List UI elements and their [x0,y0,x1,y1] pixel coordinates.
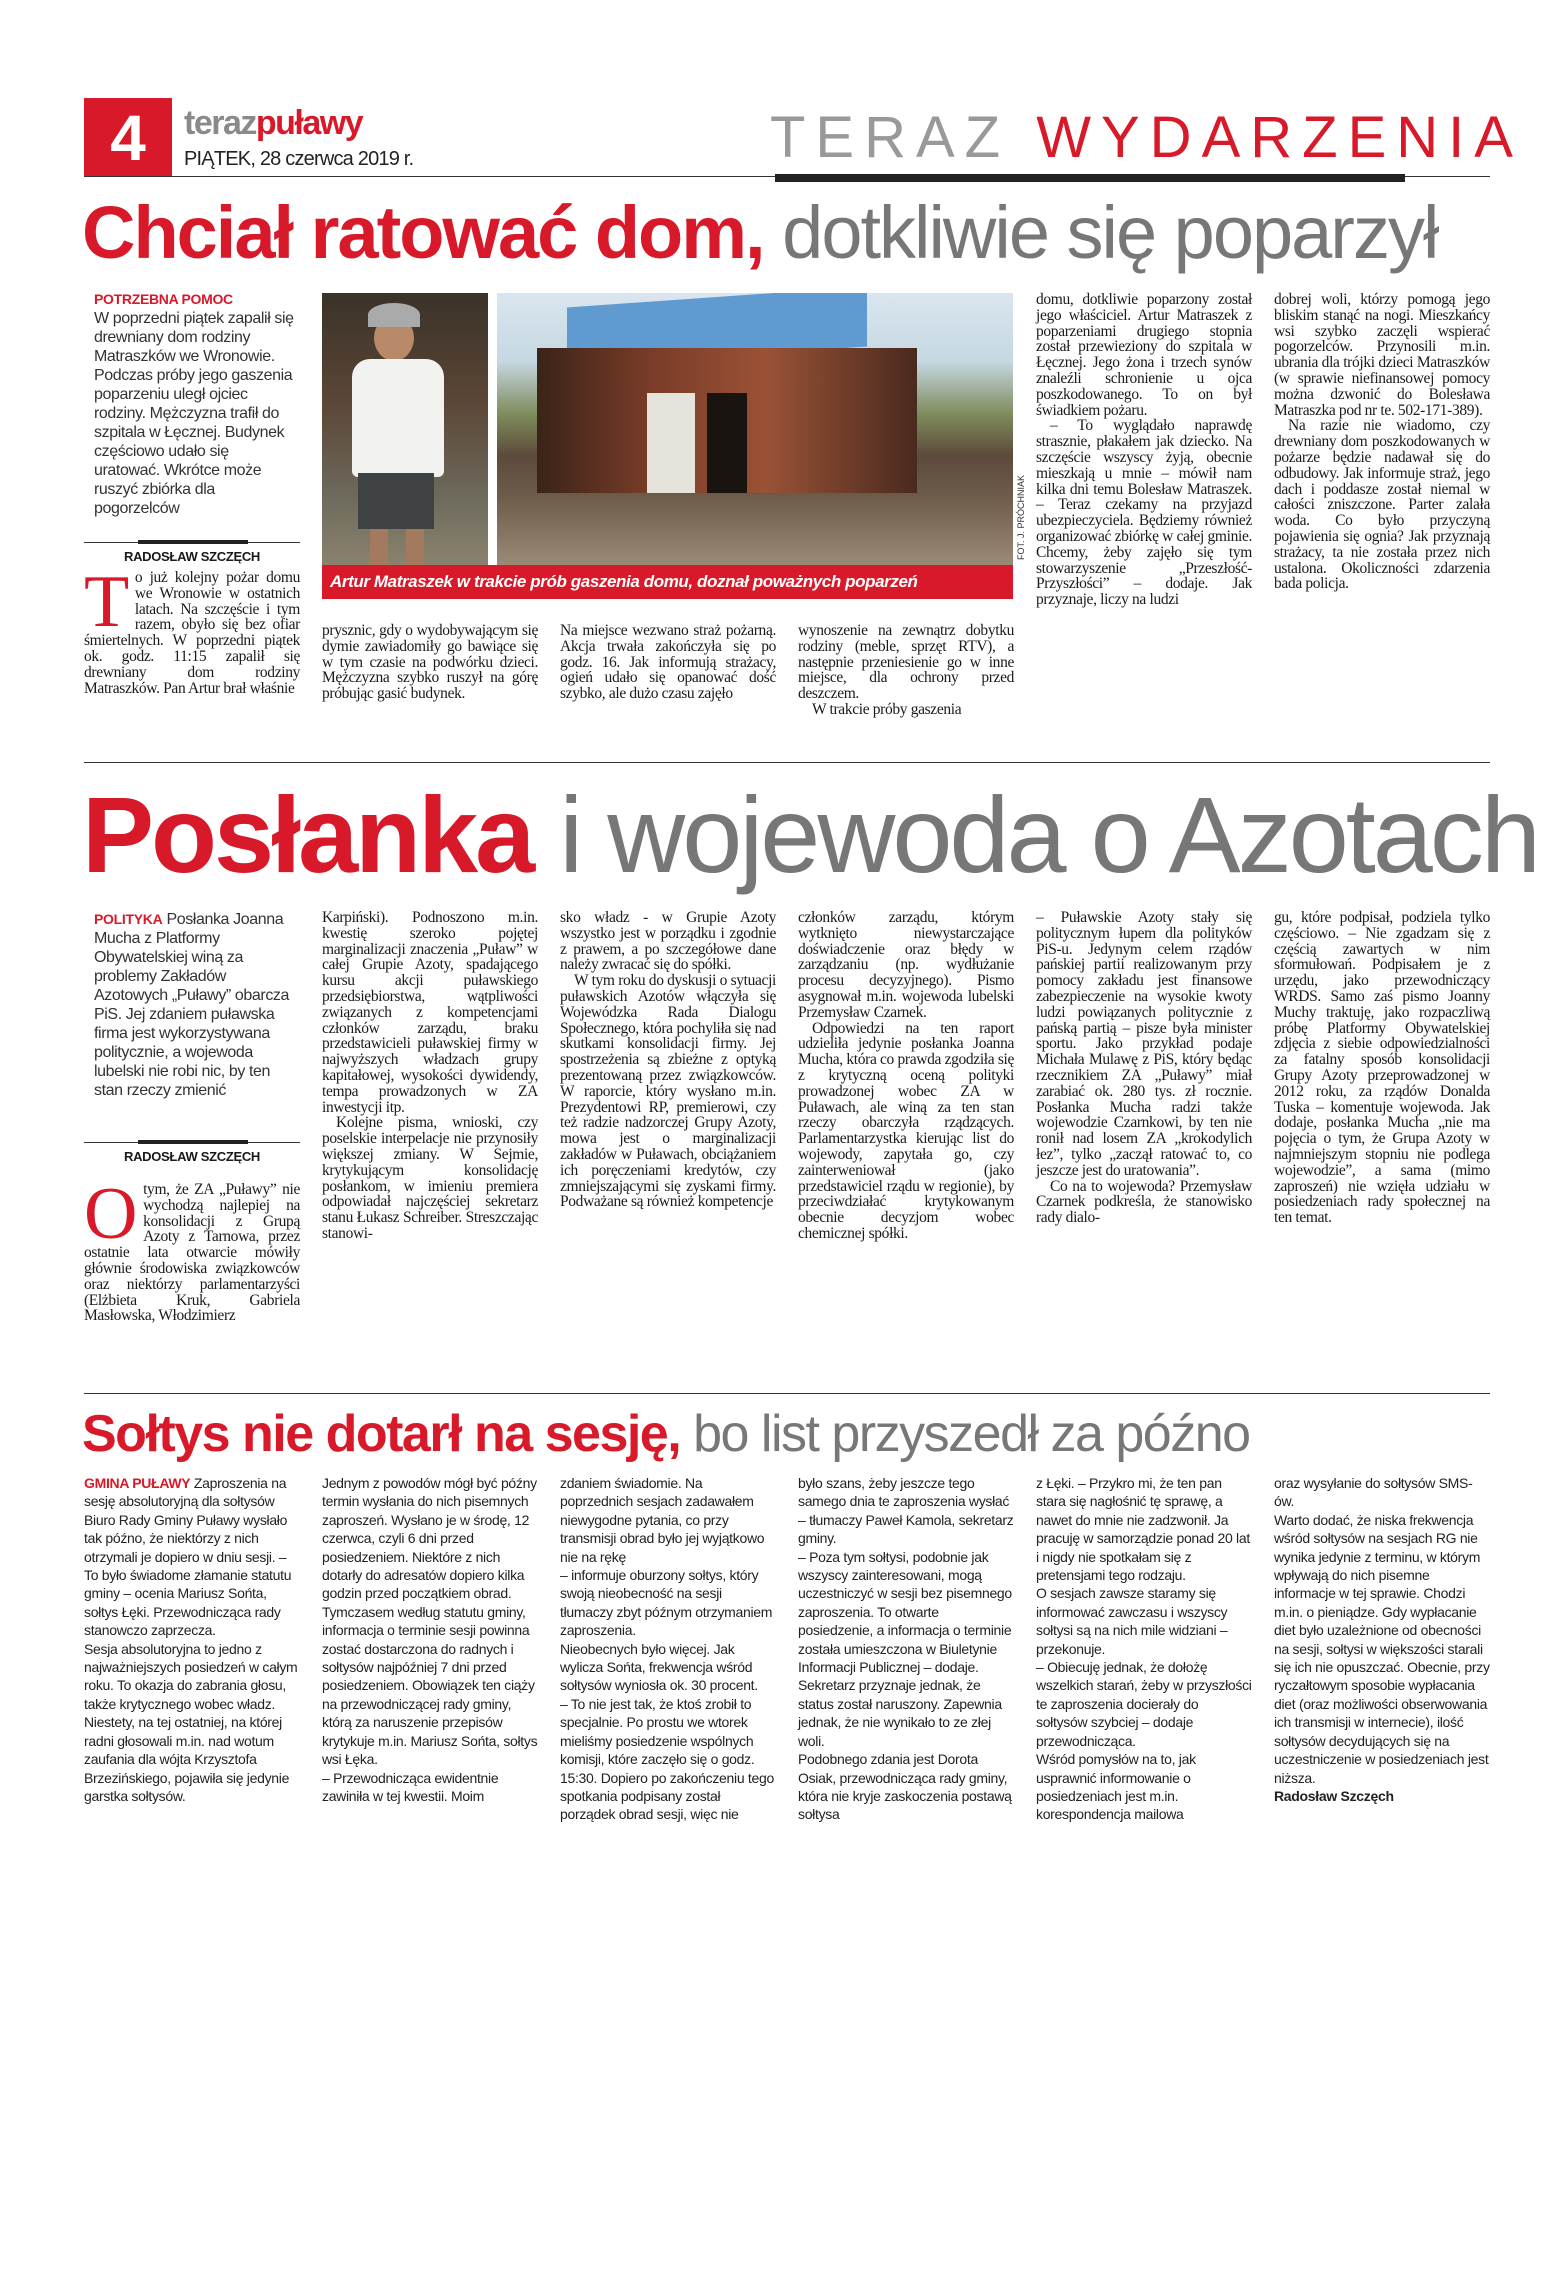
article2-col-6 [1274,910,1490,1226]
paragraph: Jednym z powodów mógł być późny termin wysłania do nich pisemnych zaproszeń. Wysłano je w środę, 12 czerwca, czyli 6 dni przed posiedzeniem. Niektóre z nich dotarły do adresatów dopiero kilka godzin przed początkiem obrad. [322,1475,537,1602]
article1-col-3 [560,623,776,702]
photo-credit: FOT. J. PRÓCHNIAK [1016,474,1026,560]
kicker: GMINA PUŁAWY [84,1475,191,1491]
article2-lead [94,910,298,1100]
article1-col-2 [322,623,538,702]
paragraph: – To wyglądało naprawdę strasznie, płakałem jak dziecko. Na szczęście wszyscy żyją, obecnie mieszkają u mnie – mówił nam kilka dni temu Bolesław Matraszek. – Teraz czekamy na przyjazd ubezpieczyciela. Będziemy również organizować zbiórkę w całej gminie. Chcemy, żeby zajęło się tym stowarzyszenie „Przeszłość-Przyszłości” – dodaje. Jak przyznaje, liczy na ludzi [1036,417,1252,609]
section-title-a: TERAZ [770,105,1011,170]
article1-lead [94,290,298,518]
drop-cap: T [84,561,129,643]
paragraph: – Poza tym sołtysi, podobnie jak wszyscy zainteresowani, mogą uczestniczyć w sesji bez pisemnego zaproszenia. To otwarte posiedzenie, a informacja o terminie została umieszczona w Biuletynie Informacji Publicznej – dodaje. [798,1548,1012,1676]
paragraph: tym, że ZA „Puławy” nie wychodzą najlepiej na konsolidacji z Grupą Azoty z Tarnowa, przez ostatnie lata otwarcie mówiły głównie środowiska związkowców oraz niektórzy parlamentarzyści (Elżbieta Kruk, Gabriela Masłowska, Włodzimierz [84,1181,300,1325]
headline-red: Posłanka [82,774,533,895]
page-number: 4 [84,98,172,176]
article2-col-2 [322,910,538,1242]
logo-part-a: teraz [184,104,256,142]
article3-headline [82,1404,1250,1464]
paragraph: członków zarządu, którym wytknięto niewystarczające doświadczenie oraz błędy w zarządzaniu (np. wydłużanie procesu decyzyjnego). Pismo asygnował m.in. wojewoda lubelski Przemysław Czarnek. [798,909,1014,1021]
signature: Radosław Szczęch [1274,1787,1394,1804]
paragraph: Nieobecnych było więcej. Jak wylicza Sońta, frekwencja wśród sołtysów wyniosła ok. 30 procent. [560,1640,758,1694]
article3-col-5 [1036,1474,1252,1824]
paragraph: sko władz - w Grupie Azoty wszystko jest w porządku i zgodnie z prawem, a po szczegółowe dane należy zwracać się do spółki. [560,909,776,974]
photo-man [322,293,488,565]
drop-cap: O [84,1173,138,1255]
paragraph: Wśród pomysłów na to, jak usprawnić informowanie o posiedzeniach jest m.in. korespondencja mailowa [1036,1751,1196,1823]
paragraph: W trakcie próby gaszenia [812,700,962,718]
kicker: POLITYKA [94,911,163,927]
kicker: POTRZEBNA POMOC [94,291,233,307]
paragraph: prysznic, gdy o wydobywającym się dymie zawiadomiły go bawiące się w tym czasie na podwórku dzieci. Mężczyzna szybko ruszył na górę próbując gasić budynek. [322,622,538,703]
article2-col-4 [798,910,1014,1242]
paragraph: dobrej woli, którzy pomogą jego bliskim stanąć na nogi. Mieszkańcy wsi szybko zaczęli wspierać pogorzelców. Przynosili m.in. ubrania dla trójki dzieci Matraszków (w sprawie niefinansowej pomocy można dzwonić do Bolesława Matraszka pod nr te. 502-171-389). [1274,291,1490,419]
article1-col-6 [1274,292,1490,592]
article1-col-5 [1036,292,1252,608]
section-title [770,104,1523,171]
divider [84,1393,1490,1394]
headline-red: Chciał ratować dom, [82,191,764,274]
issue-date: PIĄTEK, 28 czerwca 2019 r. [184,148,414,170]
lead-text: Posłanka Joanna Mucha z Platformy Obywatelskiej winą za problemy Zakładów Azotowych „Puławy” obarcza PiS. Jej zdaniem puławska firma jest wykorzystywana politycznie, a wojewoda lubelski nie robi nic, by ten stan rzeczy zmienić [94,911,290,1099]
paragraph: Kolejne pisma, wnioski, czy poselskie interpelacje nie przynosiły większej zmiany. W Sejmie, krytykującym konsolidację posłankom, w imieniu premiera odpowiadał najczęściej sekretarz stanu Łukasz Schreiber. Streszczając stanowi- [322,1114,538,1242]
headline-gray: dotkliwie się poparzył [763,191,1438,274]
paragraph: – Przewodnicząca ewidentnie zawiniła w tej kwestii. Moim [322,1769,499,1804]
paragraph: Podobnego zdania jest Dorota Osiak, przewodnicząca rady gminy, która nie kryje zaskoczenia postawą sołtysa [798,1751,1012,1823]
paragraph: Zaproszenia na sesję absolutoryjną dla sołtysów Biuro Rady Gminy Puławy wysłało tak późno, że niektórzy z nich otrzymali je dopiero w dniu sesji. – To było świadome złamanie statutu gminy – ocenia Mariusz Sońta, sołtys Łęki. Przewodnicząca rady stanowczo zaprzecza. [84,1475,292,1639]
paragraph: było szans, żeby jeszcze tego samego dnia te zaproszenia wysłać – tłumaczy Paweł Kamola, sekretarz gminy. [798,1475,1014,1547]
section-bar [775,174,1405,182]
headline-gray: i wojewoda o Azotach [532,774,1538,895]
article3-col-6 [1274,1474,1490,1805]
article2-col-5 [1036,910,1252,1226]
byline: RADOSŁAW SZCZĘCH [84,1142,300,1164]
paragraph: wynoszenie na zewnątrz dobytku rodziny (meble, sprzęt RTV), a następnie przeniesienie go w inne miejsce, dla ochrony przed deszczem. [798,622,1014,703]
photo-caption: Artur Matraszek w trakcie prób gaszenia domu, doznał poważnych poparzeń [322,565,1013,599]
divider [84,762,1490,763]
paragraph: Sekretarz przyznaje jednak, że status został naruszony. Zapewnia jednak, że nie wynikało to ze złej woli. [798,1677,1002,1749]
paragraph: Odpowiedzi na ten raport udzieliła jedynie posłanka Joanna Mucha, która co prawda zgodziła się z krytyczną oceną polityki prowadzonej wobec ZA w Puławach, ale winą za ten stan rzeczy obarczyła rządzących. Parlamentarzystka kierując list do wojewody, zapytała go, czy zainterweniował (jako przedstawiciel rządu w regionie), by przeciwdziałać krytykowanym obecnie decyzjom wobec chemicznej spółki. [798,1019,1014,1242]
paragraph: Tymczasem według statutu gminy, informacja o terminie sesji powinna zostać dostarczona do radnych i sołtysów najpóźniej 7 dni przed posiedzeniem. Obowiązek ten ciąży na przewodniczącej rady gminy, którą za naruszenie przepisów krytykuje m.in. Mariusz Sońta, sołtys wsi Łęka. [322,1603,538,1768]
article3-col-2 [322,1474,538,1805]
paragraph: Karpiński). Podnoszono m.in. kwestię szeroko pojętej marginalizacji znaczenia „Puław” w całej Grupie Azoty, spadającego kursu akcji puławskiego przedsiębiorstwa, wątpliwości związanych z kompetencjami członków zarządu, braku przedstawicieli puławskiej firmy w najwyższych władzach grupy kapitałowej, wysokości dywidendy, tempa prowadzonych w ZA inwestycji itp. [322,909,538,1116]
byline: RADOSŁAW SZCZĘCH [84,542,300,564]
lead-text: W poprzedni piątek zapalił się drewniany dom rodziny Matraszków we Wronowie. Podczas próby jego gaszenia poparzeniu uległ ojciec rodziny. Mężczyzna trafił do szpitala w Łęcznej. Budynek częściowo udało się uratować. Wkrótce może ruszyć zbiórka dla pogorzelców [94,310,294,517]
paragraph: Co na to wojewoda? Przemysław Czarnek podkreśla, że stanowisko rady dialo- [1036,1177,1252,1227]
article1-headline [82,190,1437,275]
paragraph: – To nie jest tak, że ktoś zrobił to specjalnie. Po prostu we wtorek mieliśmy posiedzenie wspólnych komisji, które zaczęło się o godz. 15:30. Dopiero po zakończeniu tego spotkania podpisany został porządek obrad sesji, więc nie [560,1695,774,1823]
headline-red: Sołtys nie dotarł na sesję, [82,1405,681,1463]
article2-col-1 [84,1173,300,1325]
article3-col-1 [84,1474,300,1805]
paragraph: – Puławskie Azoty stały się politycznym łupem dla polityków PiS-u. Jedynym celem rządów pańskiej partii realizowanym przy pomocy zakładu jest finansowe zabezpieczenie na wysokie kwoty ludzi powiązanych politycznie z pańską partią – pisze była minister sportu. Jako przykład podaje Michała Mulawę z PiS, który będąc rzecznikiem ZA „Puławy” miał zarabiać ok. 280 tys. zł rocznie. Posłanka Mucha radzi także wojewodzie Czarnkowi, by ten nie ronił nad losem ZA „krokodylich łez”, tylko „zaczął ratować to, co jeszcze jest do uratowania”. [1036,909,1252,1179]
paragraph: O sesjach zawsze staramy się informować zawczasu i wszyscy sołtysi są na nich mile widziani – przekonuje. [1036,1585,1228,1657]
paragraph: – Obiecuję jednak, że dołożę wszelkich starań, żeby w przyszłości te zaproszenia docierały do sołtysów szybciej – dodaje przewodnicząca. [1036,1659,1252,1749]
article3-col-3 [560,1474,776,1824]
article2-col-3 [560,910,776,1210]
masthead-logo [184,104,362,143]
logo-part-b: puławy [255,104,363,142]
photo-burnt-house [497,293,1013,565]
headline-gray: bo list przyszedł za późno [680,1405,1250,1463]
paragraph: Na razie nie wiadomo, czy drewniany dom poszkodowanych w pożarze będzie nadawał się do odbudowy. Jak informuje straż, jego dach i poddasze został niemal w całości zniszczone. Parter zalała woda. Co było przyczyną pojawienia się ognia? Jak przyznają strażacy, ta nie została przez nich ustalona. Okoliczności zdarzenia bada policja. [1274,417,1490,593]
article1-col-1 [84,561,300,697]
paragraph: o już kolejny pożar domu we Wronowie w ostatnich latach. Na szczęście i tym razem, obyło się bez ofiar śmiertelnych. W poprzedni piątek ok. godz. 11:15 zapalił się drewniany dom rodziny Matraszków. Pan Artur brał właśnie [84,569,300,697]
paragraph: Sesja absolutoryjna to jedno z najważniejszych posiedzeń w całym roku. To okazja do zabrania głosu, także krytycznego wobec władz. Niestety, na tej ostatniej, na której radni głosowali m.in. nad wotum zaufania dla wójta Krzysztofa Brzezińskiego, pojawiła się jedynie garstka sołtysów. [84,1640,298,1804]
paragraph: W tym roku do dyskusji o sytuacji puławskich Azotów włączyła się Wojewódzka Rada Dialogu Społecznego, która pochyliła się nad skutkami konsolidacji firmy. Jej spostrzeżenia są zbieżne z optyką prezentowaną przez związkowców. W raporcie, który wysłano m.in. Prezydentowi RP, premierowi, czy też radzie nadzorczej Grupy Azoty, mowa jest o marginalizacji zakładów w Puławach, obciążaniem ich poręczeniami kredytów, czy zmniejszającymi się zyskami firmy. Podważane są również kompetencje [560,972,776,1211]
paragraph: domu, dotkliwie poparzony został jego właściciel. Artur Matraszek z poparzeniami drugiego stopnia został przewieziony do szpitala w Łęcznej. Jego żona i trzech synów znaleźli schronienie u ojca poszkodowanego. To on był świadkiem pożaru. [1036,291,1252,419]
paragraph: gu, które podpisał, podziela tylko częściowo. – Nie zgadzam się z częścią zawartych w nim sformułowań. Podpisałem je z urzędu, jako przewodniczący WRDS. Samo zaś pismo Joanny Muchy traktuję, jako rozpaczliwą próbę Platformy Obywatelskiej zdjęcia z siebie odpowiedzialności za fatalny sposób konsolidacji Grupy Azoty przeprowadzonej w 2012 roku, za rządów Donalda Tuska – komentuje wojewoda. Jak dodaje, posłanka Mucha „nie ma pojęcia o tym, że Grupa Azoty w najmniejszym stopniu nie podlega wojewodzie”, a sama (mimo zaproszeń) nie wzięła udziału w posiedzeniach rady społecznej na ten temat. [1274,909,1490,1227]
paragraph: – informuje oburzony sołtys, który swoją nieobecność na sesji tłumaczy zbyt późnym otrzymaniem zaproszenia. [560,1567,773,1639]
article2-headline [82,772,1538,897]
paragraph: Na miejsce wezwano straż pożarną. Akcja trwała zakończyła się po godz. 16. Jak informują strażacy, ogień udało się opanować dość szybko, ale dużo czasu zajęło [560,622,776,703]
paragraph: zdaniem świadomie. Na poprzednich sesjach zadawałem niewygodne pytania, co przy transmisji obrad było jej wyjątkowo nie na rękę [560,1475,765,1565]
paragraph: Warto dodać, że niska frekwencja wśród sołtysów na sesjach RG nie wynika jedynie z terminu, w którym wpływają do nich pisemne informacje w tej sprawie. Chodzi m.in. o pieniądze. Gdy wypłacanie diet było uzależnione od obecności na sesji, sołtysi w większości starali się ich nie opuszczać. Obecnie, przy ryczałtowym sposobie wypłacania diet (oraz możliwości obserwowania ich transmisji w internecie), ilość sołtysów decydujących się na uczestniczenie w posiedzeniach jest niższa. [1274,1511,1490,1786]
section-title-b: WYDARZENIA [1036,105,1523,170]
article1-col-4 [798,623,1014,718]
paragraph: oraz wysyłanie do sołtysów SMS-ów. [1274,1475,1473,1510]
paragraph: z Łęki. – Przykro mi, że ten pan stara się nagłośnić tę sprawę, a nawet do mnie nie zadzwonił. Ja pracuję w samorządzie ponad 20 lat i nigdy nie spotkałam się z pretensjami tego rodzaju. [1036,1475,1250,1584]
article3-col-4 [798,1474,1014,1824]
